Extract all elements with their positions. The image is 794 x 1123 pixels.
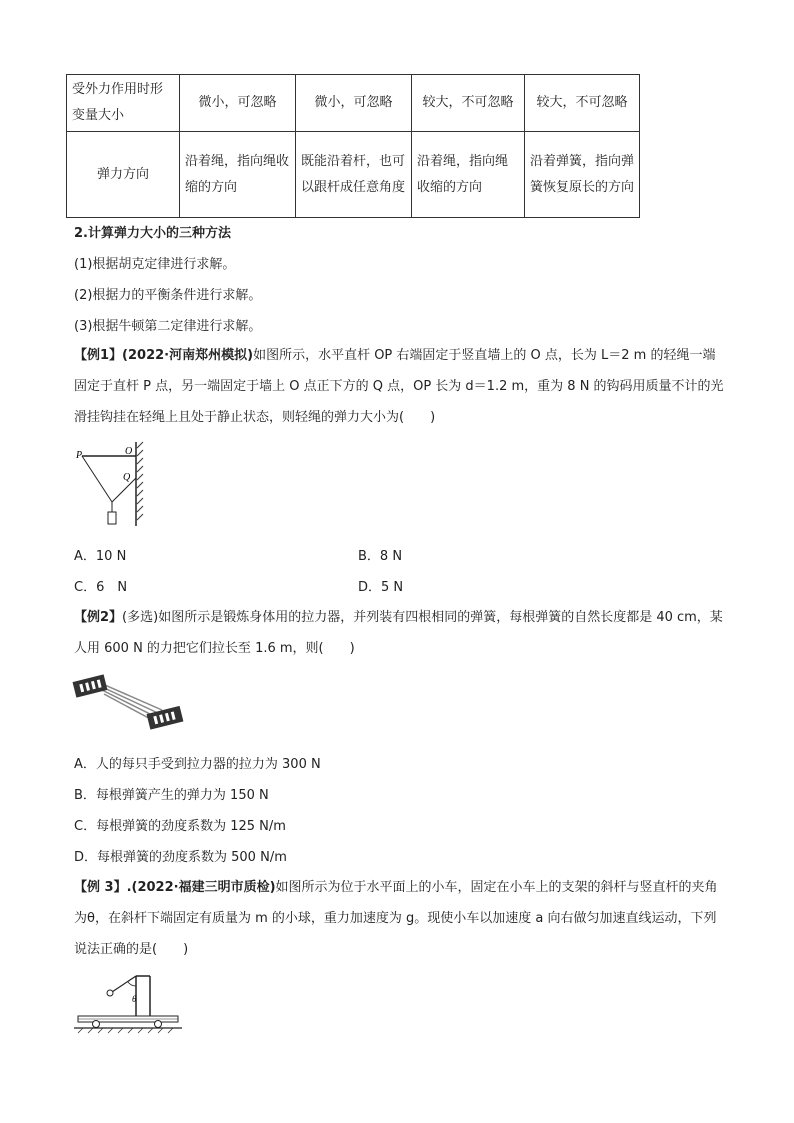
spring-property-table [66,74,640,218]
example-1-question [74,340,724,433]
example-2-option: C．每根弹簧的劲度系数为 125 N/m [74,819,286,834]
table-cell: 既能沿着杆，也可以跟杆成任意角度 [296,132,412,218]
example-2-question [74,602,724,664]
method-item: (2)根据力的平衡条件进行求解。 [74,288,262,303]
method-item: (3)根据牛顿第二定律进行求解。 [74,319,262,334]
example-text: (多选)如图所示是锻炼身体用的拉力器，并列装有四根相同的弹簧，每根弹簧的自然长度都是 40 cm，某人用 600 N 的力把它们拉长至 1.6 m，则( ) [74,610,723,656]
table-row [67,75,640,132]
example-2-option: D．每根弹簧的劲度系数为 500 N/m [74,850,287,865]
point-o-label: O [125,446,133,457]
example-2-option: A．人的每只手受到拉力器的拉力为 300 N [74,757,321,772]
table-cell: 较大，不可忽略 [412,75,525,132]
example-text: 如图所示，水平直杆 OP 右端固定于竖直墙上的 O 点，长为 L＝2 m 的轻绳一端固定于直杆 P 点，另一端固定于墙上 O 点正下方的 Q 点，OP 长为 d＝1.2 m，重为 8 N 的钩码用质量不计的光滑挂钩挂在轻绳上且处于静止状态，则轻绳的弹力大小为( ) [74,348,724,425]
table-cell: 沿着绳，指向绳收缩的方向 [180,132,296,218]
example-1-option: B．8 N [358,549,403,564]
example-tag: 【例2】 [74,610,123,625]
example-source: (2022·河南郑州模拟) [122,348,254,363]
example-tag: 【例1】 [74,348,123,363]
example-source: .(2022·福建三明市质检) [126,880,276,895]
method-item: (1)根据胡克定律进行求解。 [74,257,236,272]
example-1-option: C．6 N [74,580,128,595]
chest-expander-figure [72,672,192,732]
table-row [67,132,640,218]
example-3-question [74,872,724,965]
example-2-option: B．每根弹簧产生的弹力为 150 N [74,788,269,803]
cart-figure [74,970,184,1034]
table-cell: 微小，可忽略 [296,75,412,132]
table-cell: 受外力作用时形变量大小 [67,75,180,132]
example-tag: 【例 3】 [74,880,127,895]
example-text: 如图所示为位于水平面上的小车，固定在小车上的支架的斜杆与竖直杆的夹角为θ，在斜杆下端固定有质量为 m 的小球，重力加速度为 g。现使小车以加速度 a 向右做匀加速直线运动，下列说法正确的是( ) [74,880,718,957]
example-1-option: A．10 N [74,549,127,564]
rod-rope-figure [70,440,160,530]
theta-label: θ [132,994,137,1004]
table-cell: 沿着弹簧，指向弹簧恢复原长的方向 [525,132,640,218]
table-cell: 弹力方向 [67,132,180,218]
point-q-label: Q [123,472,131,483]
table-cell: 较大，不可忽略 [525,75,640,132]
section-title: 2.计算弹力大小的三种方法 [74,226,231,241]
example-1-option: D．5 N [358,580,404,595]
table-cell: 沿着绳，指向绳收缩的方向 [412,132,525,218]
table-cell: 微小，可忽略 [180,75,296,132]
point-p-label: P [76,450,83,461]
